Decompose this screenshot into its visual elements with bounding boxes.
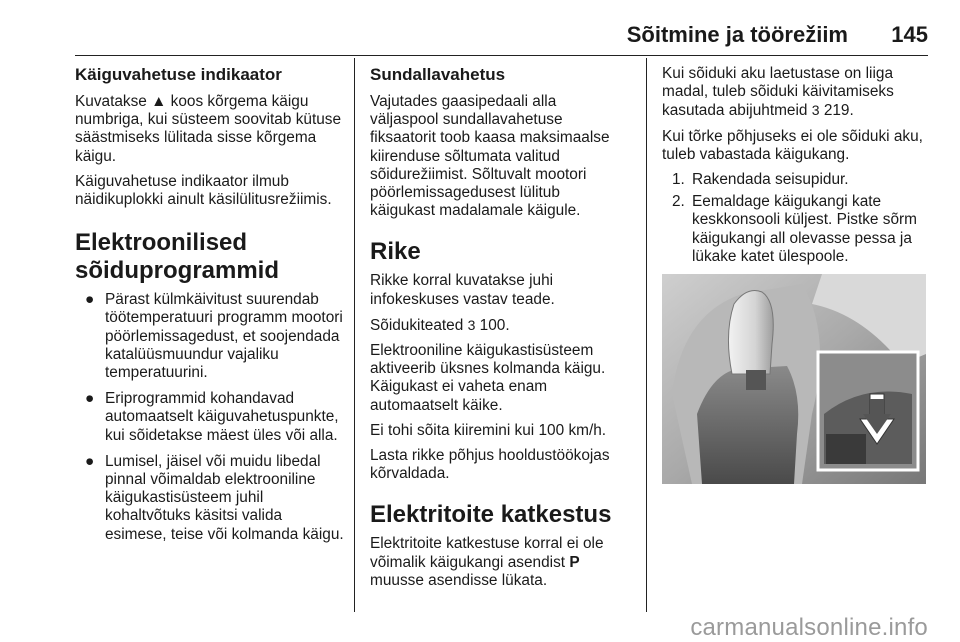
heading-power-interruption: Elektritoite katkestus: [370, 501, 612, 529]
heading-fault: Rike: [370, 238, 421, 266]
list-item: 2. Eemaldage käigukangi kate keskkonsooli küljest. Pistke sõrm käigukangi all olevasse pessa ja lükake katet ülespoole.: [672, 193, 917, 265]
page-reference-icon: 3: [811, 102, 820, 119]
column-right: [662, 65, 932, 484]
paragraph: Elektrooniline käigukastisüsteem aktiveerib üksnes kolmanda käigu. Käigukast ei vaheta enam automaatselt käike.: [370, 342, 606, 414]
page-header: [75, 10, 928, 50]
paragraph: Käiguvahetuse indikaator ilmub näidikuplokki ainult käsilülitusrežiimis.: [75, 172, 332, 209]
list-item: ● Eriprogrammid kohandavad automaatselt käiguvahetuspunkte, kui sõidetakse mäest üles või alla.: [85, 390, 339, 444]
paragraph: Ei tohi sõita kiiremini kui 100 km/h.: [370, 421, 607, 439]
page-number: 145: [891, 22, 928, 47]
paragraph: Sõidukiteated 3 100.: [370, 316, 510, 334]
bullet-icon: ●: [85, 390, 95, 408]
heading-shift-indicator: Käiguvahetuse indikaator: [75, 65, 282, 84]
column-middle: [370, 65, 625, 597]
paragraph: Kuvatakse ▲ koos kõrgema käigu numbriga, kui süsteem soovitab kütuse säästmiseks lülitada sisse kõrgema käigu.: [75, 93, 342, 165]
paragraph: Kui tõrke põhjuseks ei ole sõiduki aku, tuleb vabastada käigukang.: [662, 127, 923, 163]
paragraph: Lasta rikke põhjus hooldustöökojas kõrvaldada.: [370, 447, 610, 483]
page-title: Sõitmine ja töörežiim: [626, 22, 848, 47]
paragraph: Elektritoite katkestuse korral ei ole võimalik käigukangi asendist P muusse asendisse lükata.: [370, 535, 604, 589]
paragraph: Kui sõiduki aku laetustase on liiga madal, tuleb sõiduki käivitamiseks kasutada abijuhtmeid 3 219.: [662, 65, 894, 120]
paragraph: Rikke korral kuvatakse juhi infokeskuses vastav teade.: [370, 272, 555, 308]
column-divider: [354, 58, 355, 612]
bullet-icon: ●: [85, 452, 95, 470]
list-item: ● Lumisel, jäisel või muidu libedal pinnal võimaldab elektrooniline käigukastisüsteem juhil kohaltvõtuks käsitsi valida esimese, teise või kolmanda käigu.: [85, 452, 344, 543]
bullet-list: [75, 291, 345, 544]
gear-lever-photo: [662, 274, 926, 484]
page-reference-icon: 3: [467, 316, 476, 333]
numbered-list: [662, 171, 932, 266]
header-rule: [75, 55, 928, 56]
list-item: 1. Rakendada seisupidur.: [672, 171, 849, 189]
heading-electronic-programs: Elektroonilised sõiduprogrammid: [75, 229, 280, 285]
heading-kickdown: Sundallavahetus: [370, 65, 506, 84]
column-left: [75, 65, 345, 552]
list-item: ● Pärast külmkäivitust suurendab töötemperatuuri programm mootori pöörlemissagedust, et soojendada katalüüsmuundur vajaliku temperatuurini.: [85, 291, 343, 382]
watermark: carmanualsonline.info: [690, 614, 928, 641]
bullet-icon: ●: [85, 291, 95, 309]
column-divider: [646, 58, 647, 612]
paragraph: Vajutades gaasipedaali alla väljaspool sundallavahetuse fiksaatorit toob kaasa maksimaalse kiirenduse sõltumata valitud sõidurežiimist. Sõltuvalt mootori pöörlemissagedusest lülitub käigukast madalamale käigule.: [370, 93, 610, 220]
